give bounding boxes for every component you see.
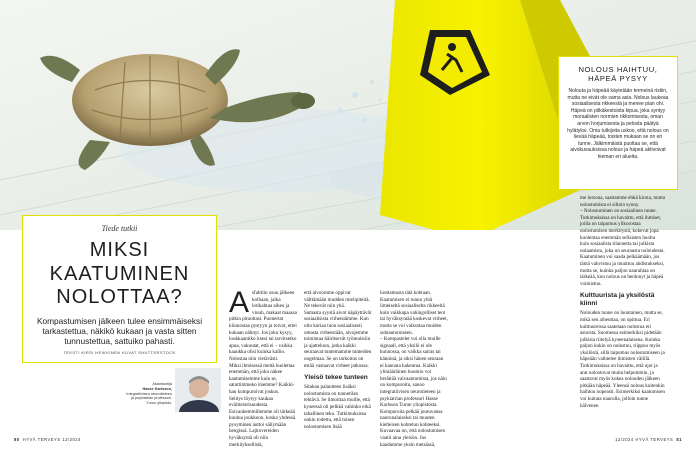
- paragraph: Kaatumisen ei tunnu yhtä ilmeiseltä sosiaaliselta rikkeeltä kuin vaikkapa vahingolliset teot tai hyväksyntää koskevat virheet, mutta se voi vaikuttaa muiden suhtautumiseen.: [380, 296, 448, 336]
- subheading: Yleisö tekee tunteen: [304, 374, 368, 382]
- caption-text: Integratiivisen neurotieteen ja psykiatrian professori, Turun yliopisto.: [126, 391, 172, 406]
- caption-name: Hasse Karlsson,: [142, 386, 172, 391]
- folio-right: [615, 437, 682, 442]
- article-headline: MIKSI KAATUMINEN NOLOTTAA?: [49, 239, 190, 308]
- body-column-4: [580, 195, 665, 409]
- article-lead: Kompastumisen jälkeen tulee ensimmäiseksi tarkastettua, näkikö kukaan ja vasta sitten tunnustettua, sattuiko pahasti.: [36, 315, 203, 346]
- paragraph: Tutkimuksissa on havaittu, että ihmiset, joilla on taipumus ylikorostaa nolostumisen merkitystä, kokevat jopa kuolemaa enemmän sellaisten huolta kuin sosiaalista tilannetta tai julkista nolaamista, joka on seurausta noloudesta. Kaatuminen voi saada pelkäämään, jos tämä vahvistuu ja muuttuu ahdistukseksi, mutta se, kuinka paljon naurahtaa on tärkeää, kun nolous on herännyt ja häpeä voimistuu.: [580, 214, 665, 287]
- paragraph: Samasta syystä aivot näpäyttävät sosiaalisista virheistämme. Kun olin kuriaa tuon sosiaalisesti omasta virheestään, aivojemme toimintaa häiritsevät työmuistiin ja ajatteluun, jotka kaikki seuraavat tuntemamme tunteiden ongelmaa. Se on tarkoitus on estää vastaavat virheet jatkossa.: [304, 309, 372, 369]
- page-number-right: 81: [676, 437, 682, 442]
- paragraph: luottamusta tätä kohtaan.: [380, 290, 432, 296]
- paragraph: – Nolostuminen on sosiaalinen tunne.: [580, 208, 657, 215]
- sidebar-body: Nolouta ja häpeää käytetään termeinä ristiin, mutta ne eivät ole sama asia. Nolous laukeaa sosiaalisesta rikkeestä ja menee pian ohi. Häpeä on pitkäkestoista kipua, joka syntyy moraalisten normien rikkomisesta, oman arvon horjumisesta ja pelosta päätyä hylätyksi. Oma tutkijoita uskoo, että nolous on lievää häpeää, toisten mukaan se on eri tunne. Jälkimmäistä puoltaa se, että aivokuvauksissa nolous ja häpeä aktivoivat hieman eri alueita.: [567, 88, 669, 160]
- sidebar-box: [558, 56, 678, 190]
- paragraph: Kompuroita pelkää joutuvansa naurunalaiseksi tai muuten kielteisen kohtelun kohteeksi.: [380, 408, 443, 428]
- page-number-left: 80: [14, 437, 20, 442]
- sidebar-title: NOLOUS HAIHTUU, HÄPEÄ PYSYY: [578, 65, 658, 83]
- portrait-caption: [124, 382, 172, 406]
- body-column-2: [304, 290, 372, 430]
- title-box: [22, 215, 217, 363]
- body-column-3: [380, 290, 448, 448]
- paragraph: – Kompastelet voi olla muille signaali, että yksilö ei ole kunnossa, on vaikka sairas tai känninä, ja siksi hänen seuraan ei kannata hakeutua. Kaikki ylimääräinen huomio voi herättää vaivaantumista, jos näin on kompuroitu, sanoo integratiivisen neurotieteen ja psykiatrian professori Hasse Karlsson Turun yliopistosta.: [380, 336, 447, 409]
- byline: TEKSTI KIRSI HEIKKINEN KUVAT SHUTTERSTOCK: [63, 349, 176, 355]
- paragraph: Kuvaavaa on, että nolostumisen vaatii aina yleisön. Jos kaadumme yksin metsässä,: [380, 428, 446, 448]
- body-column-1: [229, 286, 297, 448]
- paragraph: Nolouden tunne on luontainen, mutta se, mikä sen aiheuttaa, on opittua. Eri kulttuureissa saatetaan nolostua eri asioista. Suomessa esimerkiksi pidetään julkista riitelyä kyseenalaisena. Kuinka paljon kukin on nolostuu, riippuu myös yksilöstä, sillä taipumus nolostumiseen ja häpeään vaihtelee ihmisten välillä. Tutkimuksissa on havaittu, että ujot ja arat nolostuvat muita helpommin, ja saattavat myös kokea nolouden jälkeen pitkään häpeää. Yleensä nolous kuitenkin haihtuu nopeasti. Esimerkiksi kaatumisen voi kuitata naurulla, jolloin tunne hälvenee.: [580, 310, 665, 409]
- magazine-issue-right: 12/2024 HYVÄ TERVEYS: [615, 437, 674, 442]
- paragraph: sfalttiin osuu jälkeen kolhaan, jalka lotikahtaa aiheu ja viuuh, makaat maassa pitkin pituuttasi. Puonertat kiinnostaa pystyyn ja toivot, ettei kukaan nähnyt. Jos joku kysyy, loukkaantiko itsesi tai tarvitsetko apua, vakuutat, että ei – vaikka kaaukka olisi kuinka kallio. Nolostaa niin vietävästi.: [229, 290, 297, 362]
- section-kicker: Tiede tutkii: [101, 224, 138, 233]
- magazine-issue-left: HYVÄ TERVEYS 12/2024: [22, 437, 81, 442]
- drop-cap: A: [229, 286, 250, 319]
- expert-portrait: [175, 368, 221, 412]
- subheading: Kulttuurista ja yksilöstä kiinni: [580, 292, 655, 308]
- paragraph: Miksi ihmisessä meitä huolettaa enemmän, että joku näkee kaatumisemme kuin se, satuttimmeko itsemme? Kaikki-han kompuroivat joskus.: [229, 362, 295, 395]
- paragraph: Selitys löytyy kaukaa eväitterarisuudesta. Esivanhemmillemme oli tärkeää kuulua joukkoon, koska yhdessä pysyminen auttoi säilymään hengissä. Lajitovereiden hyväksyntä oli niin merkityksellistä,: [229, 395, 296, 448]
- paragraph: että aivoomme oppivat välttämään mudden mielipiteitä. Ne tekevät niin yhä.: [304, 290, 370, 310]
- paragraph: Sitahan palautteen lisäksi nolostumista on tunnetilan tehtävä. Se ilmoittaa muille, että kyseessä oli pelkkä vahinko eikä tahallinen teko. Tutkimuksissa onkin todettu, että toisen nolostumisen lisää: [304, 384, 371, 430]
- folio-left: [14, 437, 81, 442]
- caption-label: Asiantuntija: [152, 382, 172, 386]
- paragraph: me lorsona, saattamme ehkä kirota, mutta nolostumista ei silloin synny.: [580, 195, 666, 208]
